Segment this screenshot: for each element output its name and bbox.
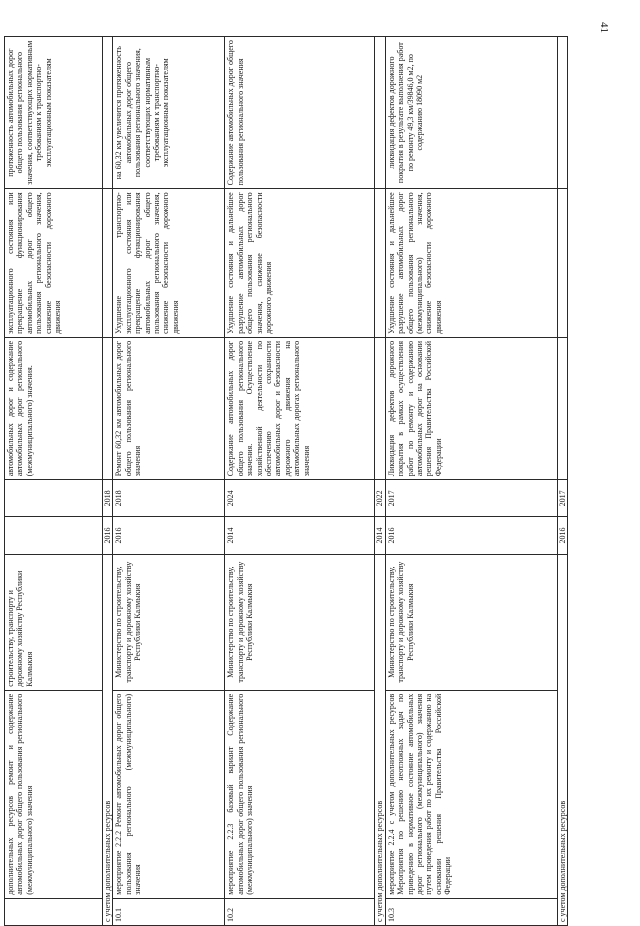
start-year-cell: 2014 (225, 517, 375, 554)
start-year-cell: 2016 (113, 517, 225, 554)
additional-resources-row (375, 37, 385, 926)
row-number (5, 898, 103, 925)
table-row (225, 37, 375, 926)
indicator-cell: на 60,32 км увеличится протяженность автомобильных дорог общего пользования регионального значения, соответствующих нормативным требованиям к транспортно-эксплуатационным показателям (113, 37, 225, 189)
indicator-cell: протяженность автомобильных дорог общего пользования регионального значения, соответствующих нормативным требованиям к транспортно-эксплуатационным показателям (5, 37, 103, 189)
result-cell: Ремонт 60,32 км автомобильных дорог общего пользования регионального значения (113, 337, 225, 479)
page-number: 41 (598, 22, 610, 33)
additional-resources-row (557, 37, 567, 926)
additional-resources-label: с учетом дополнительных ресурсов (103, 554, 113, 925)
executor-cell: Министерство по строительству, транспорту и дорожному хозяйству Республики Калмыкия (225, 554, 375, 690)
start-year-cell: 2016 (103, 517, 113, 554)
start-year-cell (5, 517, 103, 554)
result-cell: автомобильных дорог и содержание автомобильных дорог регионального (межмуниципального) значения. (5, 337, 103, 479)
row-number: 10.3 (385, 898, 557, 925)
row-number: 10.1 (113, 898, 225, 925)
event-cell: мероприятие 2.2.3 базовый вариант Содержание автомобильных дорог общего пользования регионального (межмуниципального) значения (225, 690, 375, 898)
additional-resources-row (103, 37, 113, 926)
end-year-cell: 2024 (225, 480, 375, 517)
end-year-cell: 2017 (557, 480, 567, 517)
event-cell: мероприятие 2.2.2 Ремонт автомобильных дорог общего пользования регионального (межмуниципального) значения (113, 690, 225, 898)
additional-resources-label: с учетом дополнительных ресурсов (557, 554, 567, 925)
executor-cell: Министерство по строительству, транспорту и дорожному хозяйству Республики Калмыкия (113, 554, 225, 690)
executor-cell: Министерство по строительству, транспорту и дорожному хозяйству Республики Калмыкия (385, 554, 557, 690)
executor-cell: строительству, транспорту и дорожному хозяйству Республики Калмыкия (5, 554, 103, 690)
consequence-cell: Ухудшение транспортно-эксплуатационного состояния или прекращение функционирования автомобильных дорог общего пользования регионального значения, снижение безопасности дорожного движения (113, 189, 225, 338)
end-year-cell: 2018 (113, 480, 225, 517)
row-number: 10.2 (225, 898, 375, 925)
indicator-cell: ликвидация дефектов дорожного покрытия в результате выполнения работ по ремонту 49,3 км/39846,0 м2, по содержанию 18090 м2 (385, 37, 557, 189)
table-row (385, 37, 557, 926)
consequence-cell: эксплуатационного состояния или прекращение функционирования автомобильных дорог общего пользования регионального значения, снижение безопасности дорожного движения (5, 189, 103, 338)
end-year-cell: 2017 (385, 480, 557, 517)
end-year-cell (5, 480, 103, 517)
program-table (4, 36, 568, 926)
document-sheet (4, 36, 594, 926)
start-year-cell: 2014 (375, 517, 385, 554)
event-cell: мероприятие 2.2.4 с учетом дополнительных ресурсов Мероприятия по решению неотложных задач по приведению в нормативное состояние автомобильных дорог регионального (межмуниципального) значения путем проведения работ по их ремонту и содержанию на основании решения Правительства Российской Федерации (385, 690, 557, 898)
event-cell: дополнительных ресурсов ремонт и содержание автомобильных дорог общего пользования регионального (межмуниципального) значения (5, 690, 103, 898)
additional-resources-label: с учетом дополнительных ресурсов (375, 554, 385, 925)
end-year-cell: 2018 (103, 480, 113, 517)
consequence-cell: Ухудшение состояния и дальнейшее разрушение автомобильных дорог общего пользования регионального значения, снижение безопасности дорожного движения (225, 189, 375, 338)
result-cell: Содержание автомобильных дорог общего пользования регионального значения. Осуществление хозяйственной деятельности по обеспечению сохранности автомобильных дорог и безопасности дорожного движения на автомобильных дорогах регионального значения (225, 337, 375, 479)
table-row (113, 37, 225, 926)
result-cell: Ликвидация дефектов дорожного покрытия в рамках осуществления работ по ремонту и содержанию автомобильных дорог на основании решения Правительства Российской Федерации (385, 337, 557, 479)
table-row (5, 37, 103, 926)
start-year-cell: 2016 (385, 517, 557, 554)
start-year-cell: 2016 (557, 517, 567, 554)
indicator-cell: Содержание автомобильных дорог общего пользования регионального значения (225, 37, 375, 189)
end-year-cell: 2022 (375, 480, 385, 517)
consequence-cell: Ухудшение состояния и дальнейшее разрушение автомобильных дорог общего пользования регионального (межмуниципального) значения, снижение безопасности дорожного движения (385, 189, 557, 338)
